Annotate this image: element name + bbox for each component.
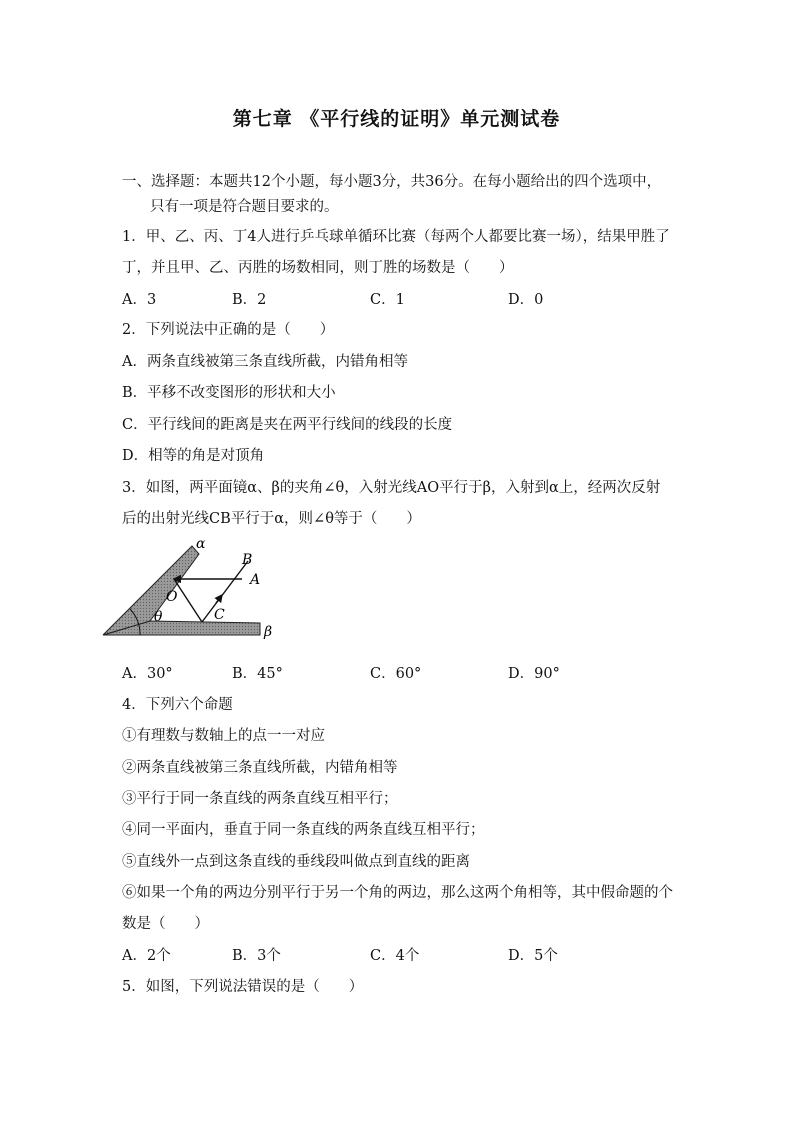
section-heading-line2: 只有一项是符合题目要求的。 <box>150 199 339 215</box>
q5-stem: 5．如图，下列说法错误的是（ ） <box>122 979 364 995</box>
mirror-diagram <box>100 535 285 645</box>
q4-item-6: ⑥如果一个角的两边分别平行于另一个角的两边，那么这两个角相等，其中假命题的个 <box>122 885 673 901</box>
q1-stem-line2: 丁，并且甲、乙、丙胜的场数相同，则丁胜的场数是（ ） <box>122 260 514 276</box>
q4-option-a: A．2个 <box>122 948 171 964</box>
q3-option-d: D．90° <box>508 666 560 682</box>
q4-option-d: D．5个 <box>508 948 558 964</box>
q3-option-c: C．60° <box>370 666 422 682</box>
q4-item-3: ③平行于同一条直线的两条直线互相平行； <box>122 791 398 807</box>
q4-stem: 4．下列六个命题 <box>122 697 233 713</box>
q2-option-a: A．两条直线被第三条直线所截，内错角相等 <box>122 354 408 370</box>
q4-item-2: ②两条直线被第三条直线所截，内错角相等 <box>122 760 398 776</box>
q4-tail: 数是（ ） <box>122 916 209 932</box>
reflected-ray <box>174 579 202 622</box>
q3-option-b: B．45° <box>232 666 283 682</box>
q2-stem: 2．下列说法中正确的是（ ） <box>122 322 335 338</box>
q1-option-b: B．2 <box>232 292 267 308</box>
label-b: B <box>242 552 253 568</box>
q4-option-b: B．3个 <box>232 948 281 964</box>
q1-stem-line1: 1．甲、乙、丙、丁4人进行乒乓球单循环比赛（每两个人都要比赛一场），结果甲胜了 <box>122 229 670 245</box>
q3-stem-line1: 3．如图，两平面镜α、β的夹角∠θ，入射光线AO平行于β，入射到α上，经两次反射 <box>122 480 661 496</box>
label-beta: β <box>264 624 273 640</box>
section-heading-line1: 一、选择题：本题共12个小题，每小题3分，共36分。在每小题给出的四个选项中， <box>122 174 662 190</box>
q2-option-d: D．相等的角是对顶角 <box>122 448 265 464</box>
q4-option-c: C．4个 <box>370 948 420 964</box>
q4-item-1: ①有理数与数轴上的点一一对应 <box>122 728 325 744</box>
q2-option-b: B．平移不改变图形的形状和大小 <box>122 385 336 401</box>
label-a: A <box>250 572 261 588</box>
q4-item-4: ④同一平面内，垂直于同一条直线的两条直线互相平行； <box>122 822 485 838</box>
mirror-figure <box>100 535 285 649</box>
q4-item-5: ⑤直线外一点到这条直线的垂线段叫做点到直线的距离 <box>122 854 470 870</box>
label-theta: θ <box>154 609 163 625</box>
q3-stem-line2: 后的出射光线CB平行于α，则∠θ等于（ ） <box>122 511 421 527</box>
q1-option-c: C．1 <box>370 292 405 308</box>
exit-ray <box>202 561 248 622</box>
q3-option-a: A．30° <box>122 666 173 682</box>
q1-option-d: D．0 <box>508 292 544 308</box>
label-alpha: α <box>196 536 206 552</box>
q2-option-c: C．平行线间的距离是夹在两平行线间的线段的长度 <box>122 417 453 433</box>
page-title: 第七章 《平行线的证明》单元测试卷 <box>232 108 561 130</box>
label-o: O <box>166 589 178 605</box>
label-c: C <box>214 607 225 623</box>
q1-option-a: A．3 <box>122 292 157 308</box>
